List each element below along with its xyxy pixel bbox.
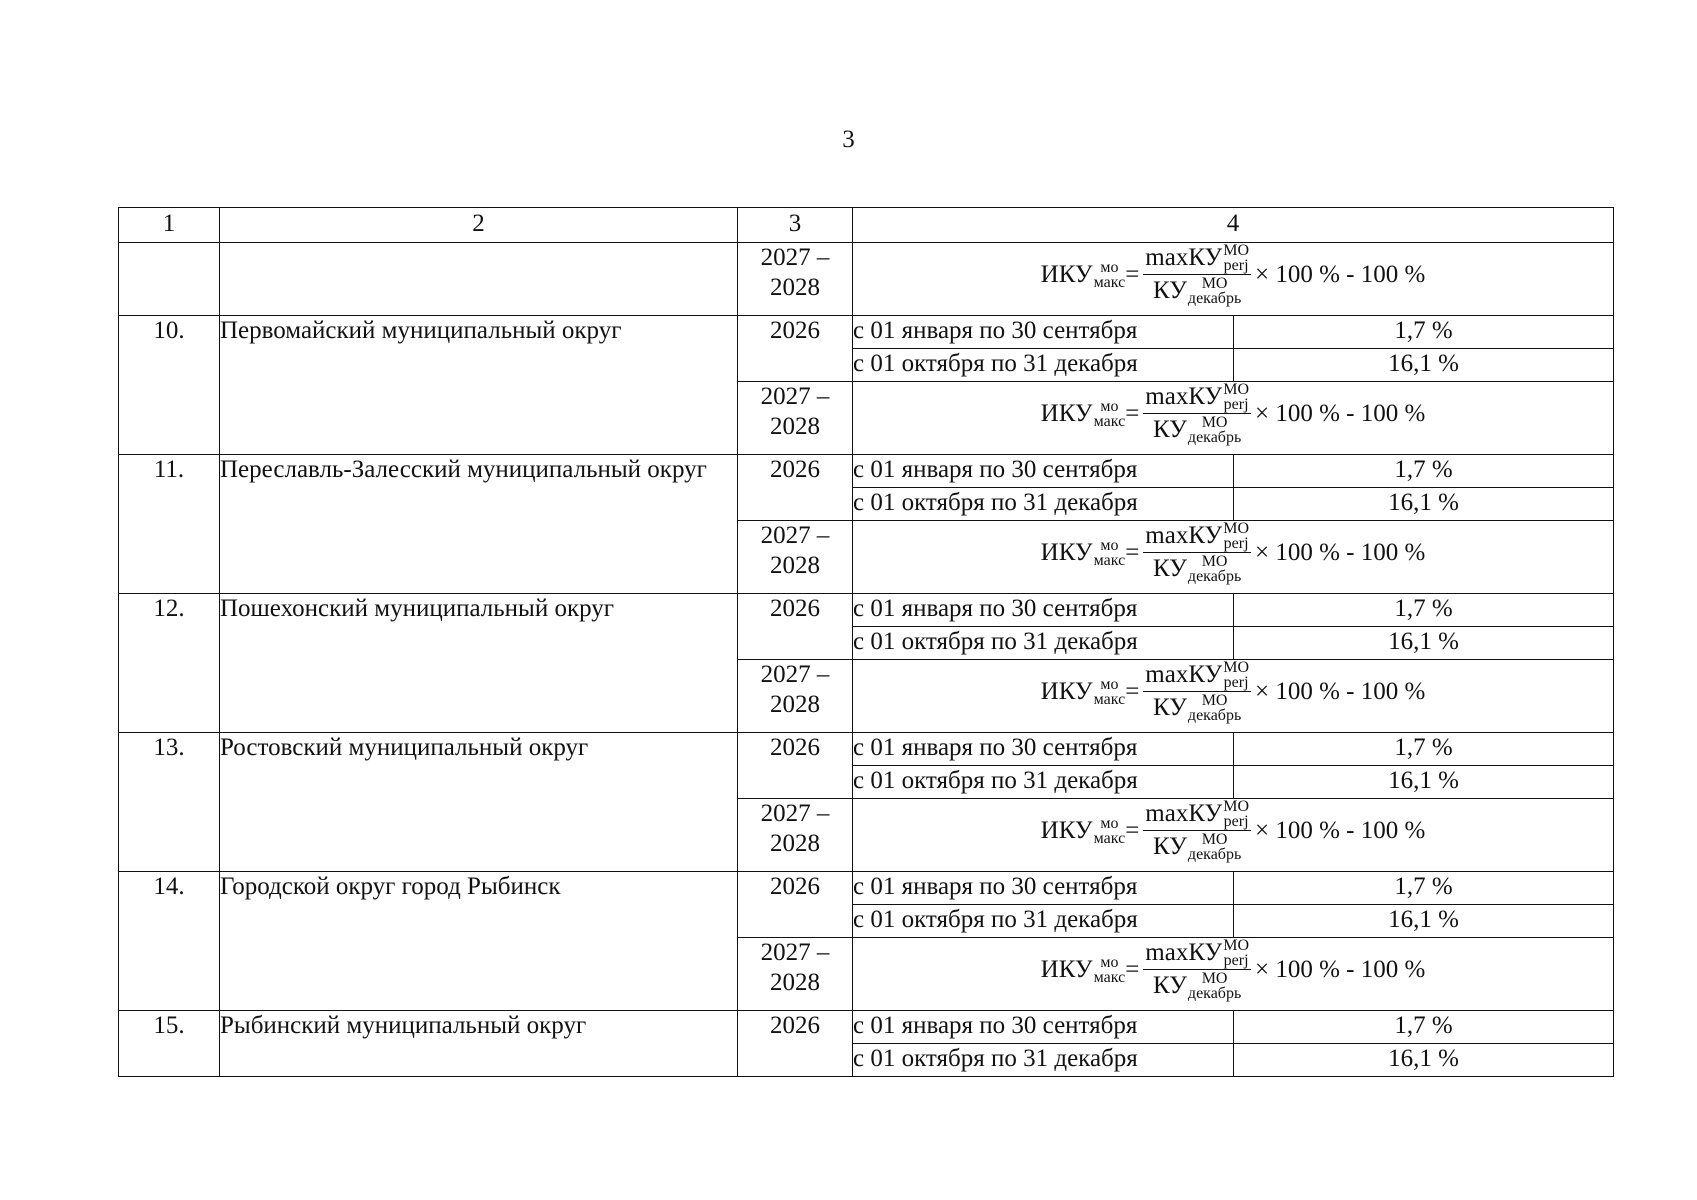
period-1: с 01 января по 30 сентября: [853, 872, 1234, 905]
year: 2026: [738, 733, 853, 799]
municipality-name: Пошехонский муниципальный округ: [220, 594, 738, 733]
year-range: 2027 – 2028: [738, 521, 853, 594]
year: 2026: [738, 455, 853, 521]
header-col-1: 1: [119, 208, 220, 243]
period-1: с 01 января по 30 сентября: [853, 594, 1234, 627]
period-1: с 01 января по 30 сентября: [853, 316, 1234, 349]
rate-2: 16,1 %: [1234, 905, 1614, 938]
formula: ИКУ мо макс = maxКУ МО perj КУ МО декабрь × 100 % - 100 %: [1040, 520, 1426, 585]
formula: ИКУ мо макс = maxКУ МО perj КУ МО декабрь × 100 % - 100 %: [1040, 659, 1426, 724]
formula: ИКУ мо макс = maxКУ МО perj КУ МО декабрь × 100 % - 100 %: [1040, 381, 1426, 446]
rate-2: 16,1 %: [1234, 766, 1614, 799]
formula-cell: [853, 799, 1614, 872]
rates-table: [118, 207, 1614, 1077]
municipality-name: Рыбинский муниципальный округ: [220, 1011, 738, 1077]
row-number: 13.: [119, 733, 220, 872]
row-number: 15.: [119, 1011, 220, 1077]
rate-2: 16,1 %: [1234, 1044, 1614, 1077]
header-col-3: 3: [738, 208, 853, 243]
year-range: [738, 243, 853, 316]
row-number: 12.: [119, 594, 220, 733]
period-2: с 01 октября по 31 декабря: [853, 627, 1234, 660]
municipality-name: Городской округ город Рыбинск: [220, 872, 738, 1011]
header-row: [119, 208, 1614, 243]
period-2: с 01 октября по 31 декабря: [853, 905, 1234, 938]
rate-1: 1,7 %: [1234, 1011, 1614, 1044]
period-1: с 01 января по 30 сентября: [853, 455, 1234, 488]
rate-1: 1,7 %: [1234, 316, 1614, 349]
table-row: [119, 1011, 1614, 1044]
period-2: с 01 октября по 31 декабря: [853, 766, 1234, 799]
year-range: 2027 – 2028: [738, 938, 853, 1011]
header-col-2: 2: [220, 208, 738, 243]
table-row: [119, 455, 1614, 488]
table-row: [119, 243, 1614, 316]
page-number: 3: [842, 126, 855, 153]
table-row: [119, 733, 1614, 766]
rate-1: 1,7 %: [1234, 455, 1614, 488]
period-2: с 01 октября по 31 декабря: [853, 1044, 1234, 1077]
table-row: [119, 594, 1614, 627]
period-1: с 01 января по 30 сентября: [853, 733, 1234, 766]
formula: ИКУ мо макс = maxКУ МО perj КУ МО декабрь × 100 % - 100 %: [1040, 798, 1426, 863]
formula-cell: [853, 243, 1614, 316]
year-range: 2027 – 2028: [738, 382, 853, 455]
year: 2026: [738, 316, 853, 382]
formula-cell: [853, 660, 1614, 733]
period-1: с 01 января по 30 сентября: [853, 1011, 1234, 1044]
year: 2026: [738, 1011, 853, 1077]
rate-2: 16,1 %: [1234, 488, 1614, 521]
rate-1: 1,7 %: [1234, 594, 1614, 627]
row-number: 11.: [119, 455, 220, 594]
period-2: с 01 октября по 31 декабря: [853, 349, 1234, 382]
formula-cell: [853, 938, 1614, 1011]
period-2: с 01 октября по 31 декабря: [853, 488, 1234, 521]
year-range: 2027 – 2028: [738, 660, 853, 733]
rate-1: 1,7 %: [1234, 733, 1614, 766]
formula-cell: [853, 382, 1614, 455]
rate-2: 16,1 %: [1234, 349, 1614, 382]
table-row: [119, 872, 1614, 905]
year-end: 2028: [770, 274, 820, 301]
year: 2026: [738, 872, 853, 938]
row-number: 14.: [119, 872, 220, 1011]
rate-1: 1,7 %: [1234, 872, 1614, 905]
rate-2: 16,1 %: [1234, 627, 1614, 660]
municipality-name: [220, 243, 738, 316]
formula: ИКУ мо макс = maxКУ МО perj КУ МО декабрь × 100 % - 100 %: [1040, 242, 1426, 307]
table-row: [119, 316, 1614, 349]
year-range: 2027 – 2028: [738, 799, 853, 872]
row-number: [119, 243, 220, 316]
formula-cell: [853, 521, 1614, 594]
year-start: 2027 –: [760, 244, 830, 271]
year: 2026: [738, 594, 853, 660]
formula: ИКУ мо макс = maxКУ МО perj КУ МО декабрь × 100 % - 100 %: [1040, 937, 1426, 1002]
header-col-4: 4: [853, 208, 1614, 243]
row-number: 10.: [119, 316, 220, 455]
municipality-name: Ростовский муниципальный округ: [220, 733, 738, 872]
municipality-name: Первомайский муниципальный округ: [220, 316, 738, 455]
municipality-name: Переславль-Залесский муниципальный округ: [220, 455, 738, 594]
